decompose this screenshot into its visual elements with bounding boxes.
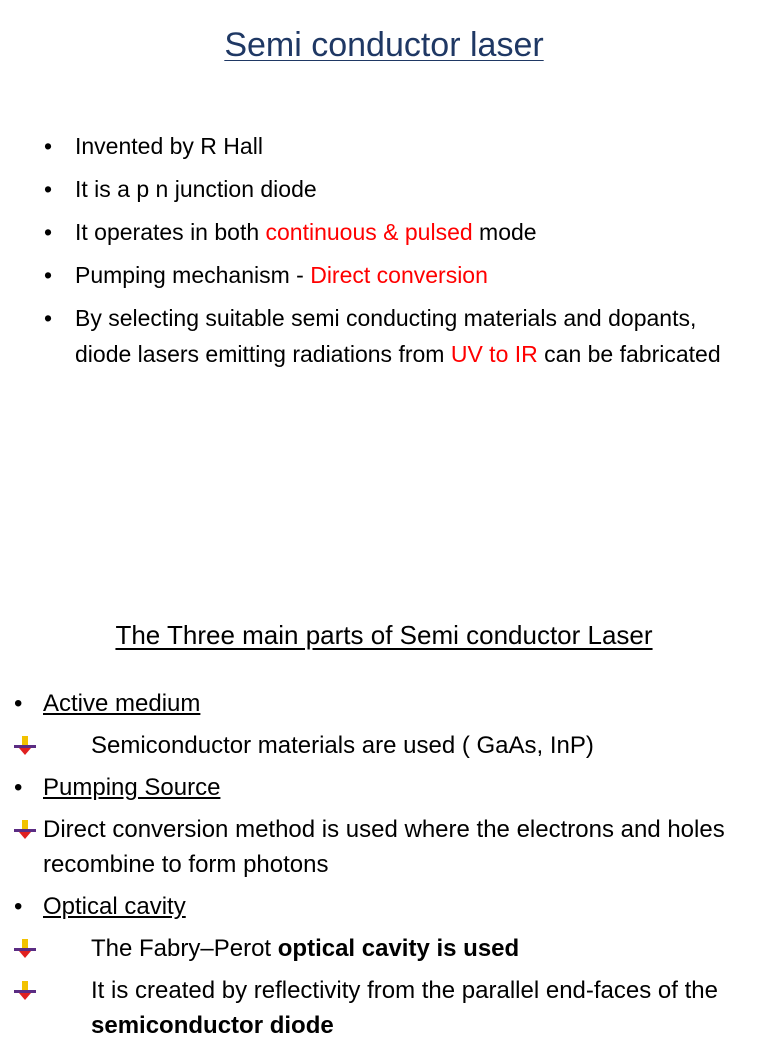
slide-three-main-parts bbox=[0, 580, 768, 1039]
slide1-bullet-list bbox=[0, 128, 768, 379]
detail-pumping-source: Direct conversion method is used where the electrons and holes recombine to form photons bbox=[0, 812, 768, 882]
bullet-materials-range: • By selecting suitable semi conducting materials and dopants, diode lasers emitting radiations from UV to IR can be fabricated bbox=[0, 300, 768, 372]
part-pumping-source: • Pumping Source bbox=[0, 770, 768, 805]
arrow-bullet-icon bbox=[12, 939, 38, 959]
slide1-title: Semi conductor laser bbox=[224, 26, 544, 64]
part-active-medium: • Active medium bbox=[0, 686, 768, 721]
highlight-range: UV to IR bbox=[450, 341, 538, 367]
arrow-bullet-icon bbox=[12, 820, 38, 840]
bullet-pn-junction: • It is a p n junction diode bbox=[0, 171, 768, 207]
bullet-operation-mode: • It operates in both continuous & pulsed mode bbox=[0, 214, 768, 250]
arrow-bullet-icon bbox=[12, 981, 38, 1001]
bullet-inventor: • Invented by R Hall bbox=[0, 128, 768, 164]
highlight-pumping: Direct conversion bbox=[310, 262, 488, 288]
detail-optical-cavity-type: The Fabry–Perot optical cavity is used bbox=[0, 931, 768, 966]
detail-active-medium: Semiconductor materials are used ( GaAs, InP) bbox=[0, 728, 768, 763]
slide2-parts-list bbox=[0, 686, 768, 1050]
bullet-pumping-mechanism: • Pumping mechanism - Direct conversion bbox=[0, 257, 768, 293]
arrow-bullet-icon bbox=[12, 736, 38, 756]
slide2-title: The Three main parts of Semi conductor Laser bbox=[115, 620, 653, 650]
part-optical-cavity: • Optical cavity bbox=[0, 889, 768, 924]
highlight-modes: continuous & pulsed bbox=[265, 219, 473, 245]
detail-optical-cavity-reflectivity: It is created by reflectivity from the parallel end-faces of the semiconductor diode bbox=[0, 973, 768, 1043]
